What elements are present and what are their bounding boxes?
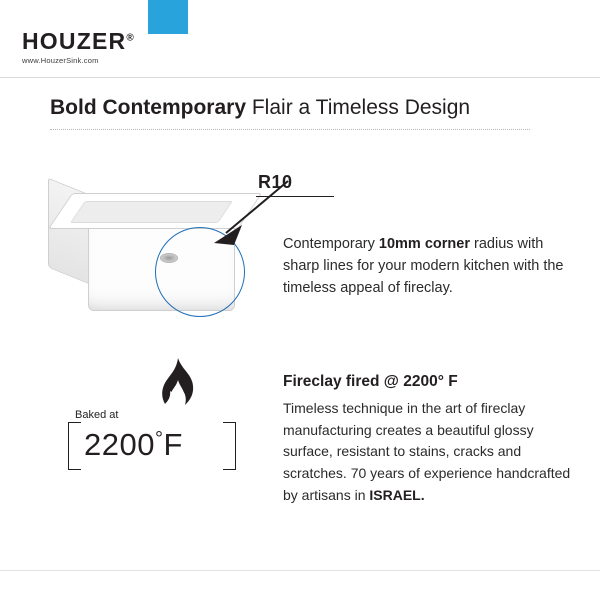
logo-registered-mark: ® (126, 32, 135, 44)
brand-accent-bar (148, 0, 188, 34)
r10-label: R10 (258, 172, 293, 192)
fireclay-description (283, 398, 575, 506)
fireclay-heading: Fireclay fired @ 2200° F (283, 373, 458, 390)
corner-radius-description (283, 233, 575, 299)
title-divider (50, 129, 530, 130)
badge-temp-unit: F (163, 427, 183, 462)
logo-wordmark (22, 30, 135, 53)
header (0, 0, 600, 78)
badge-bracket-left (68, 422, 81, 470)
badge-temperature (84, 424, 183, 466)
sink-illustration (30, 185, 280, 335)
fireclay-text-bold: ISRAEL. (369, 486, 425, 503)
footer-divider (0, 570, 600, 571)
badge-bracket-right (223, 422, 236, 470)
logo-website: www.HouzerSink.com (22, 56, 99, 65)
corner-radius-text-bold: 10mm corner (378, 236, 470, 252)
r10-underline (256, 196, 334, 197)
brand-logo (22, 30, 135, 65)
page-title-block (50, 95, 555, 120)
page-title-light: Flair a Timeless Design (246, 96, 471, 119)
page-title (50, 95, 555, 120)
header-divider (0, 77, 600, 78)
corner-radius-text-lead: Contemporary (283, 236, 379, 252)
logo-wordmark-text: HOUZER (22, 28, 127, 54)
badge-baked-label: Baked at (75, 409, 119, 421)
badge-temp-value: 2200 (84, 427, 155, 462)
corner-radius-text-rest: radius with sharp lines for your modern kitchen with the timeless appeal of fireclay. (283, 236, 564, 297)
badge-degree-symbol: ° (154, 428, 164, 450)
page-title-bold: Bold Contemporary (50, 96, 247, 119)
fireclay-text-start: Timeless technique in the art of fireclay manufacturing creates a beautiful glossy surface, resistant to stains, cracks and scratches. 70 years of experience handcrafted by artisans in (283, 400, 571, 503)
temperature-badge (62, 408, 242, 470)
